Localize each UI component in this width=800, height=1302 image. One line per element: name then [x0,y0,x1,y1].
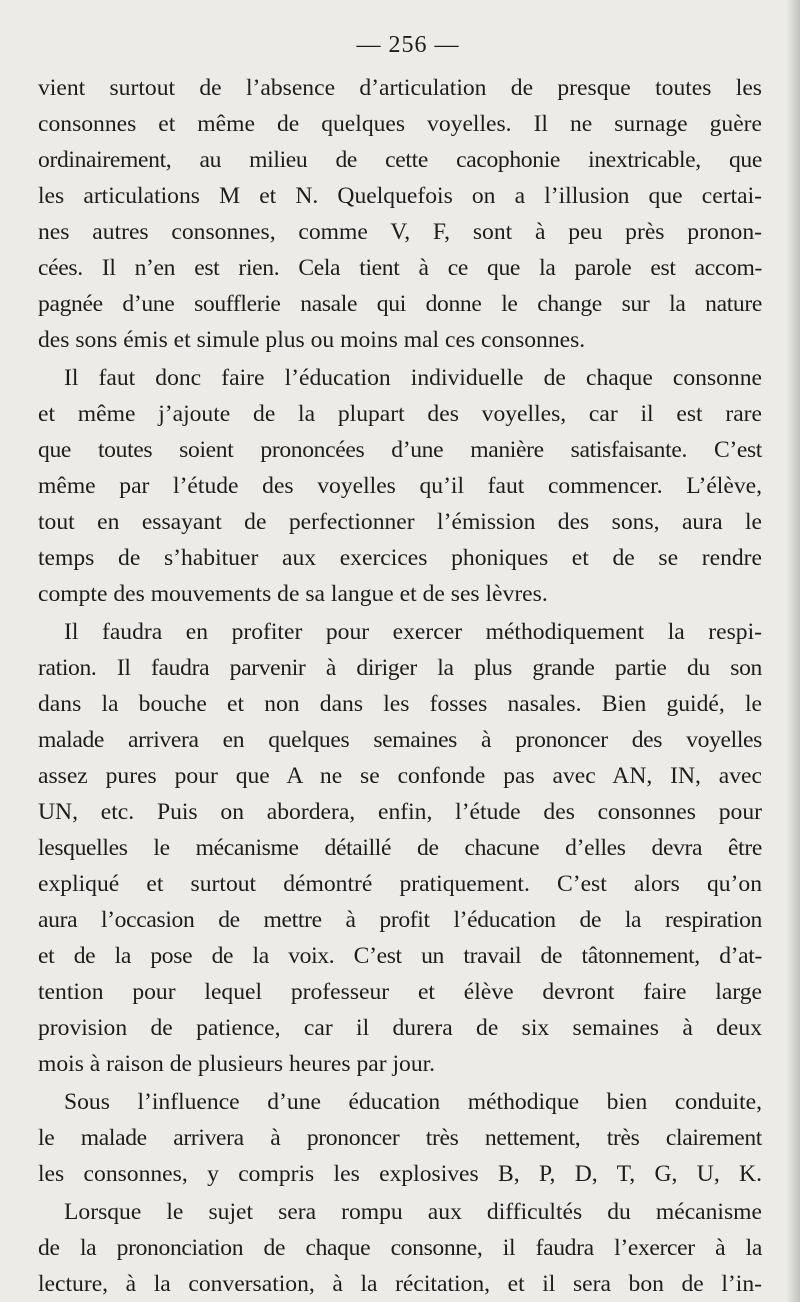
text-line: les articulations M et N. Quelquefois on a l’illusion que certai- [38,183,762,209]
text-line: les consonnes, y compris les explosives B, P, D, T, G, U, K. [38,1161,762,1187]
text-line: nes autres consonnes, comme V, F, sont à peu près pronon- [38,219,762,245]
text-line: expliqué et surtout démontré pratiquement. C’est alors qu’on [38,871,762,897]
text-line: le malade arrivera à prononcer très nettement, très clairement [38,1125,762,1151]
text-line: et même j’ajoute de la plupart des voyelles, car il est rare [38,401,762,427]
body-text [38,70,762,1302]
text-line: Il faudra en profiter pour exercer méthodiquement la respi- [64,619,762,645]
text-line: provision de patience, car il durera de six semaines à deux [38,1015,762,1041]
text-line: UN, etc. Puis on abordera, enfin, l’étude des consonnes pour [38,799,762,825]
text-line: mois à raison de plusieurs heures par jour. [38,1051,436,1077]
text-line: que toutes soient prononcées d’une manière satisfaisante. C’est [38,437,762,463]
text-line: lecture, à la conversation, à la récitation, et il sera bon de l’in- [38,1271,762,1297]
text-line: assez pures pour que A ne se confonde pas avec AN, IN, avec [38,763,762,789]
text-line: ordinairement, au milieu de cette cacophonie inextricable, que [38,147,762,173]
text-line: malade arrivera en quelques semaines à prononcer des voyelles [38,727,762,753]
text-line: et de la pose de la voix. C’est un travail de tâtonnement, d’at- [38,943,762,969]
text-line: pagnée d’une soufflerie nasale qui donne le change sur la nature [38,291,762,317]
text-line: même par l’étude des voyelles qu’il faut commencer. L’élève, [38,473,762,499]
text-line: temps de s’habituer aux exercices phoniques et de se rendre [38,545,762,571]
text-line: Il faut donc faire l’éducation individuelle de chaque consonne [64,365,762,391]
text-line: vient surtout de l’absence d’articulation de presque toutes les [38,75,762,101]
text-line: lesquelles le mécanisme détaillé de chacune d’elles devra être [38,835,762,861]
text-line: ration. Il faudra parvenir à diriger la plus grande partie du son [38,655,762,681]
text-line: Lorsque le sujet sera rompu aux difficultés du mécanisme [64,1199,762,1225]
text-line: Sous l’influence d’une éducation méthodique bien conduite, [64,1089,762,1115]
page-number: — 256 — [356,32,460,58]
text-line: compte des mouvements de sa langue et de ses lèvres. [38,581,548,607]
text-line: tention pour lequel professeur et élève devront faire large [38,979,762,1005]
text-line: aura l’occasion de mettre à profit l’éducation de la respiration [38,907,762,933]
text-line: des sons émis et simule plus ou moins mal ces consonnes. [38,327,586,353]
text-line: de la prononciation de chaque consonne, il faudra l’exercer à la [38,1235,762,1261]
text-line: tout en essayant de perfectionner l’émission des sons, aura le [38,509,762,535]
text-line: cées. Il n’en est rien. Cela tient à ce que la parole est accom- [38,255,762,281]
text-line: dans la bouche et non dans les fosses nasales. Bien guidé, le [38,691,762,717]
text-line: consonnes et même de quelques voyelles. Il ne surnage guère [38,111,762,137]
